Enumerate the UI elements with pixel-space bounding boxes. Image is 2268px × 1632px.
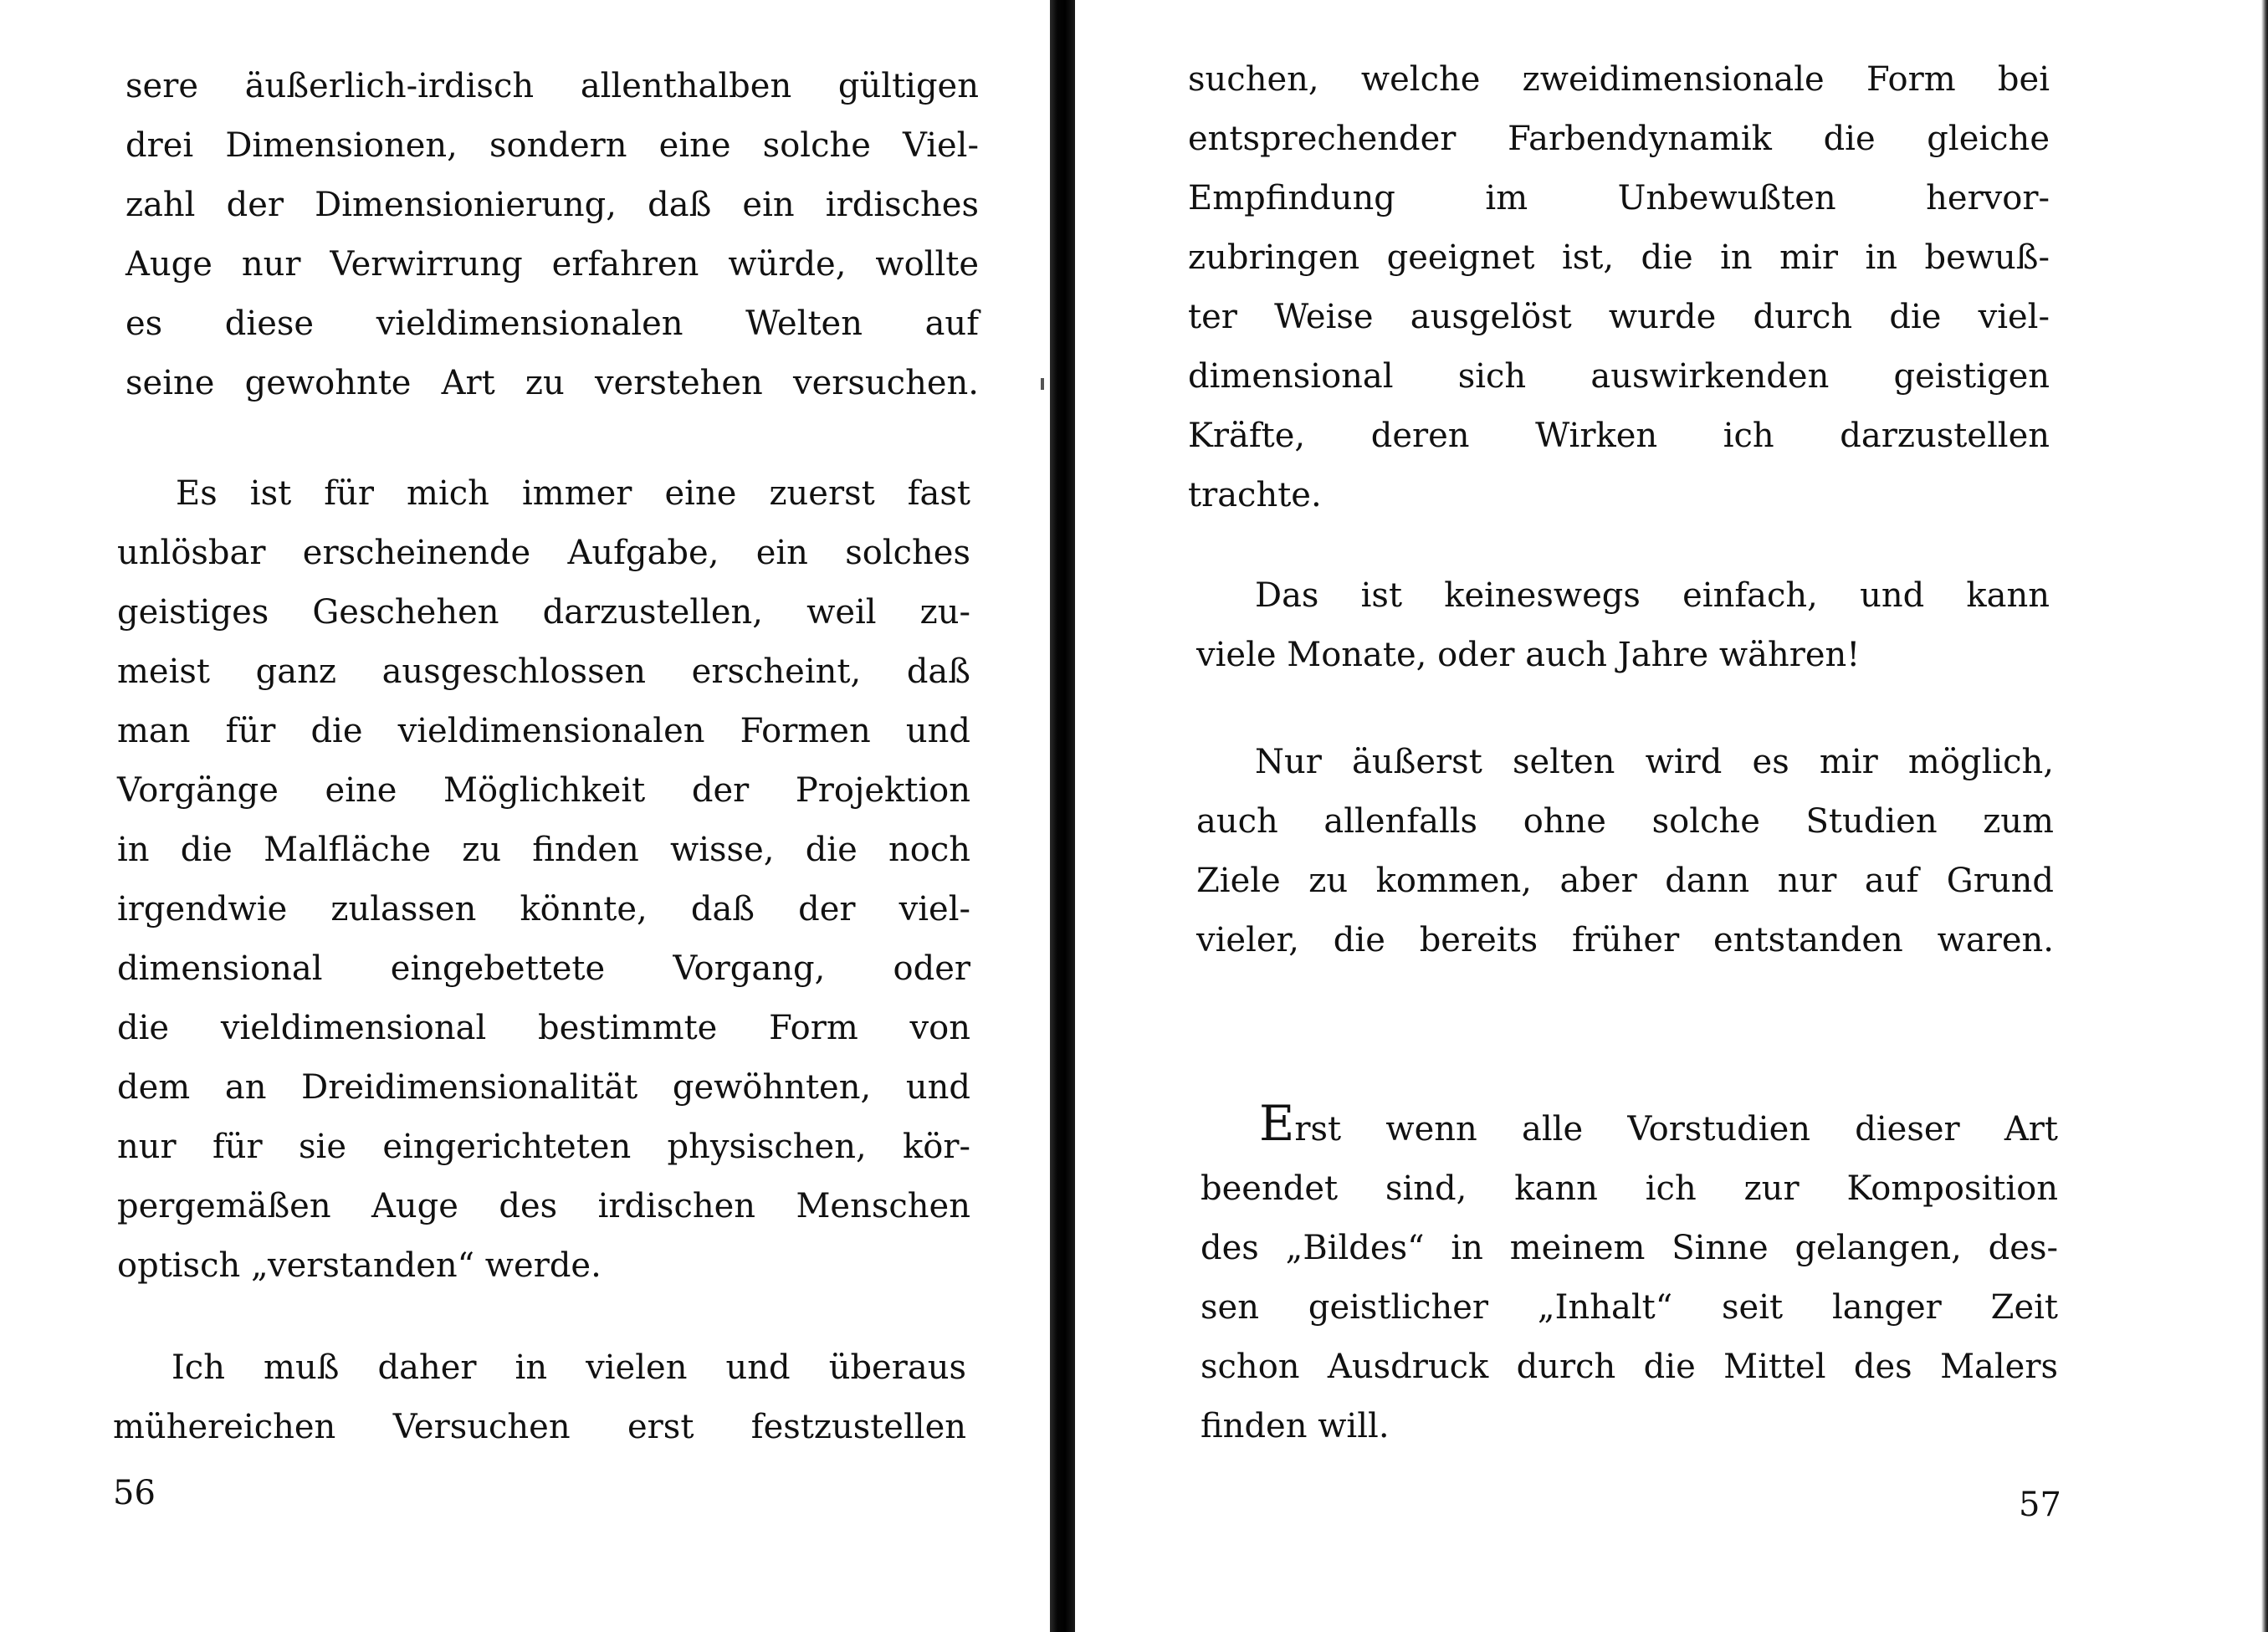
text-line: ter Weise ausgelöst wurde durch die viel- [1188,298,2050,336]
text-line: schon Ausdruck durch die Mittel des Malers [1201,1348,2058,1386]
right-paragraph-4 [1201,1095,2058,1456]
page-number-right: 57 [2019,1486,2061,1524]
text-line: optisch „verstanden“ werde. [117,1246,602,1285]
text-line: Ich muß daher in vielen und überaus [172,1348,966,1387]
text-line: Ziele zu kommen, aber dann nur auf Grund [1196,862,2054,900]
text-line: viele Monate, oder auch Jahre währen! [1196,636,1861,674]
text-line: sen geistlicher „Inhalt“ seit langer Zeit [1201,1288,2058,1327]
text-line: entsprechender Farbendynamik die gleiche [1188,120,2050,158]
right-paragraph-2 [1196,566,2050,685]
text-line: Vorgänge eine Möglichkeit der Projektion [117,771,970,810]
text-line: vieler, die bereits früher entstanden waren. [1196,921,2054,959]
text-line: seine gewohnte Art zu verstehen versuchen. [125,364,979,402]
text-line: finden will. [1201,1407,1390,1445]
drop-cap: E [1259,1095,1295,1152]
text-line: Es ist für mich immer eine zuerst fast [176,474,970,513]
text-line: dimensional sich auswirkenden geistigen [1188,357,2050,396]
text-line: suchen, welche zweidimensionale Form bei [1188,60,2050,99]
edge-tick [1041,378,1044,390]
text-line: auch allenfalls ohne solche Studien zum [1196,802,2054,841]
text-line: des „Bildes“ in meinem Sinne gelangen, des- [1201,1229,2058,1267]
text-line [1201,1095,2058,1159]
text-line: Auge nur Verwirrung erfahren würde, wollte [125,245,979,284]
text-line: dem an Dreidimensionalität gewöhnten, und [117,1068,970,1107]
left-paragraph-1 [125,57,979,413]
text-line: nur für sie eingerichteten physischen, kör- [117,1128,970,1166]
text-line: Empfindung im Unbewußten hervor- [1188,179,2050,217]
text-line: es diese vieldimensionalen Welten auf [125,304,979,343]
text-line: zubringen geeignet ist, die in mir in bewuß- [1188,238,2050,277]
text-line: dimensional eingebettete Vorgang, oder [117,949,970,988]
text-line: Das ist keineswegs einfach, und kann [1255,576,2050,615]
text-line: pergemäßen Auge des irdischen Menschen [117,1187,970,1225]
text-line: Kräfte, deren Wirken ich darzustellen [1188,417,2050,455]
page-number-left: 56 [113,1474,156,1512]
text-line: die vieldimensional bestimmte Form von [117,1009,970,1047]
text-line: unlösbar erscheinende Aufgabe, ein solches [117,534,970,572]
text-line: drei Dimensionen, sondern eine solche Viel- [125,126,979,165]
left-paragraph-2 [117,464,970,1296]
text-line: beendet sind, kann ich zur Komposition [1201,1169,2058,1208]
right-paragraph-1 [1188,50,2050,525]
text-line: meist ganz ausgeschlossen erscheint, daß [117,652,970,691]
page-edge [2261,0,2268,1632]
text-line: irgendwie zulassen könnte, daß der viel- [117,890,970,929]
text-line: man für die vieldimensionalen Formen und [117,712,970,750]
text-line: geistiges Geschehen darzustellen, weil zu- [117,593,970,632]
book-gutter [1050,0,1075,1632]
text-line: mühereichen Versuchen erst festzustellen [113,1408,966,1446]
text-line: trachte. [1188,476,1322,514]
text-line: sere äußerlich-irdisch allenthalben gültigen [125,67,979,105]
text-line: in die Malfläche zu finden wisse, die noch [117,831,970,869]
right-paragraph-3 [1196,733,2054,970]
text-line: Nur äußerst selten wird es mir möglich, [1255,743,2054,781]
text-line-rest: rst wenn alle Vorstudien dieser Art [1294,1110,2058,1149]
text-line: zahl der Dimensionierung, daß ein irdisches [125,186,979,224]
left-paragraph-3 [113,1338,966,1457]
